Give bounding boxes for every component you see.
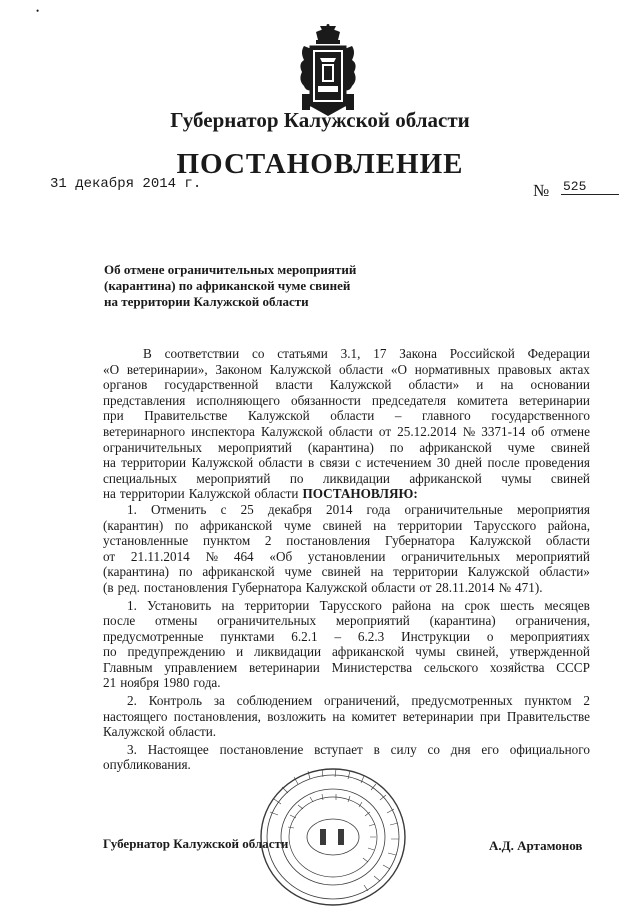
word: 21 [103, 675, 117, 691]
body-line [103, 675, 590, 691]
word: по [389, 439, 404, 455]
word: Калужской [247, 408, 310, 424]
word: Контроль [148, 693, 203, 709]
word: ветеринарии», [126, 361, 208, 377]
word: на [370, 564, 384, 580]
word: 2 [264, 533, 272, 549]
word: свиней [550, 439, 590, 455]
word: от [103, 548, 116, 564]
word: (карантина) [307, 439, 374, 455]
word: чумы [501, 470, 532, 486]
word: после [487, 455, 520, 471]
word: предусмотренных [411, 693, 513, 709]
word: – [334, 628, 342, 644]
body-line [103, 693, 590, 709]
word: его [481, 741, 499, 757]
word: 2014 [326, 501, 353, 517]
body-line [103, 644, 590, 660]
word: ветеринарии [402, 708, 474, 724]
body-line [103, 518, 590, 534]
word: и [236, 644, 244, 660]
word: территории [393, 564, 458, 580]
word: вступает [314, 741, 363, 757]
word: опубликования. [103, 757, 191, 773]
word: с [355, 455, 362, 471]
word: возложить [267, 708, 327, 724]
word: актах [559, 361, 590, 377]
word: Установить [147, 597, 212, 613]
word: «Об [269, 548, 293, 564]
word: Настоящее [147, 741, 209, 757]
word: при [479, 708, 501, 724]
word: статьями [277, 346, 328, 361]
word: и [476, 377, 484, 393]
word: мероприятиях [510, 628, 590, 644]
word: со [427, 741, 440, 757]
document-body [103, 346, 590, 773]
word: управлением [164, 659, 238, 675]
word: ограничительных [401, 548, 501, 564]
signatory-name: А.Д. Артамонов [489, 838, 583, 853]
word: чумы [415, 644, 446, 660]
word: 6.2.3 [357, 628, 385, 644]
word: на [500, 377, 514, 393]
word: территории [397, 517, 463, 533]
word: (карантина) [103, 564, 170, 580]
scan-mark: • [36, 6, 40, 16]
word: Министерства [331, 659, 413, 675]
word: области» [408, 377, 460, 393]
word: исполняющего [196, 392, 281, 408]
word: 3. [127, 741, 137, 757]
word: ред. [117, 579, 140, 595]
body-line [103, 440, 590, 456]
word: Калужской [469, 533, 532, 549]
body-line [103, 393, 590, 409]
word: 25.12.2014 [397, 423, 457, 439]
word: постановления [286, 533, 371, 549]
word: № [205, 548, 219, 564]
word: установленные [103, 533, 189, 549]
word: отмены [155, 613, 198, 629]
word: комитета [457, 392, 509, 408]
word: со [251, 346, 265, 361]
body-line [103, 424, 590, 440]
word: № [498, 579, 512, 595]
word: шесть [500, 597, 535, 613]
title-line: (карантина) по африканской чуме свиней [104, 278, 351, 293]
word: ветеринарии [248, 659, 320, 675]
body-line [103, 362, 590, 378]
word: от [419, 579, 432, 595]
word: чуме [284, 564, 312, 580]
word: Калужской [269, 361, 332, 377]
word: на [221, 597, 235, 613]
word: пунктом [524, 693, 572, 709]
word: предусмотренные [103, 628, 204, 644]
word: мероприятий [196, 470, 271, 486]
word: года [366, 501, 391, 517]
body-line [103, 377, 590, 393]
body-line [103, 564, 590, 580]
word: 2. [127, 693, 137, 709]
word: ограничительных [103, 439, 202, 455]
word: Губернатора [384, 533, 455, 549]
word: 21.11.2014 [130, 548, 190, 564]
word: силу [390, 741, 417, 757]
word: в [373, 741, 380, 757]
word: на [332, 708, 346, 724]
coat-of-arms-icon [296, 24, 360, 118]
word: 17 [373, 346, 387, 361]
body-line [103, 709, 590, 725]
word: власти [275, 377, 313, 393]
word: – [394, 408, 402, 424]
word: установлении [307, 548, 386, 564]
word: предупреждению [127, 644, 226, 660]
word: по [289, 470, 304, 486]
word: при [103, 408, 124, 424]
word: пунктом [202, 533, 251, 549]
word: настоящего [103, 708, 168, 724]
word: обязанности [291, 392, 361, 408]
word: 25 [240, 501, 254, 517]
word: о [486, 628, 494, 644]
word: на [103, 455, 116, 471]
word: пунктами [220, 628, 275, 644]
body-line [103, 455, 590, 471]
word: постановления, [173, 708, 261, 724]
word: области [339, 361, 384, 377]
word: соответствии [164, 346, 240, 361]
word: области [545, 533, 590, 549]
word: области [258, 455, 303, 471]
document-number: 525 [561, 179, 619, 195]
word: 1. [127, 501, 137, 517]
word: в [308, 455, 315, 471]
word: «О [103, 361, 120, 377]
word: председателя [371, 392, 447, 408]
word: срок [464, 597, 490, 613]
word: на [103, 486, 116, 502]
word: 30 [436, 455, 451, 471]
word: постановления [143, 579, 228, 595]
word: Калужской [191, 455, 254, 471]
word: после [103, 613, 136, 629]
word: области» [539, 564, 590, 580]
word: № [462, 423, 476, 439]
word: африканской [409, 470, 482, 486]
word: по [103, 644, 117, 660]
word: Отменить [151, 501, 207, 517]
body-line [103, 502, 590, 518]
word: мероприятий [217, 439, 292, 455]
word: 464 [233, 548, 254, 564]
word: хозяйства [489, 659, 545, 675]
word: по [174, 517, 189, 533]
word: области [328, 423, 373, 439]
word: ограничения, [515, 613, 590, 629]
word: постановление [219, 741, 304, 757]
body-line [103, 724, 590, 740]
word: области [254, 486, 299, 502]
word: ноября [120, 675, 160, 691]
word: ограничительных [217, 613, 317, 629]
word: мероприятия [516, 501, 590, 517]
word: африканской [331, 644, 405, 660]
word: специальных [103, 470, 177, 486]
body-line [103, 742, 590, 758]
word: 1. [127, 597, 137, 613]
word: свиней [321, 564, 361, 580]
word: мероприятий [335, 613, 410, 629]
word: дня [450, 741, 471, 757]
signatory-position: Губернатор Калужской области [103, 836, 289, 851]
word: Калужской [329, 377, 392, 393]
body-line [103, 629, 590, 645]
word: об [531, 423, 545, 439]
word: Инструкции [401, 628, 471, 644]
word: 1980 [163, 675, 190, 691]
word: инспектора [191, 423, 255, 439]
word: Калужской [305, 579, 368, 595]
word: представления [103, 392, 186, 408]
word: (в [103, 579, 114, 595]
word: Калужской [188, 486, 251, 502]
word: африканской [419, 439, 492, 455]
word: области. [168, 724, 217, 740]
word: Правительстве [506, 708, 590, 724]
word: месяцев [544, 597, 590, 613]
word: Калужской [260, 423, 323, 439]
body-line [103, 598, 590, 614]
word: сельского [423, 659, 479, 675]
word: района [392, 597, 432, 613]
title-line: на территории Калужской области [104, 294, 309, 309]
decree-keyword: ПОСТАНОВЛЯЮ: [302, 486, 418, 502]
word: Калужской [103, 724, 165, 740]
official-seal-icon [258, 767, 408, 907]
word: чуме [507, 439, 535, 455]
body-line [103, 486, 590, 502]
word: свиней, [456, 644, 499, 660]
word: 2 [583, 693, 590, 709]
body-line [103, 408, 590, 424]
word: ветеринарного [103, 423, 186, 439]
word: Главным [103, 659, 153, 675]
word: с [220, 501, 227, 517]
body-line [103, 549, 590, 565]
issuing-authority: Губернатор Калужской области [170, 108, 470, 132]
word: по [178, 564, 193, 580]
word: 28.11.2014 [435, 579, 495, 595]
word: Федерации [527, 346, 590, 361]
word: Правительстве [144, 408, 228, 424]
title-line: Об отмене ограничительных мероприятий [104, 262, 357, 277]
word: официального [509, 741, 590, 757]
word: нормативных [414, 361, 491, 377]
word: свиней [322, 517, 362, 533]
body-line [103, 533, 590, 549]
word: области [371, 579, 416, 595]
document-date: 31 декабря 2014 г. [50, 176, 202, 192]
word: Закона [399, 346, 437, 361]
word: декабря [267, 501, 312, 517]
word: чуме [283, 517, 312, 533]
word: Российской [449, 346, 515, 361]
word: отмене [550, 423, 590, 439]
word: комитет [351, 708, 397, 724]
word: главного [422, 408, 471, 424]
word: свиней [550, 470, 590, 486]
word: государственной [164, 377, 259, 393]
word: Калужской [467, 564, 530, 580]
word: Тарусского [473, 517, 537, 533]
word: на [373, 517, 387, 533]
word: 471). [515, 579, 543, 595]
word: Тарусского [319, 597, 382, 613]
document-title [104, 262, 404, 310]
word: основании [530, 377, 590, 393]
word: ветеринарии [519, 392, 590, 408]
body-line [103, 471, 590, 487]
word: органов [103, 377, 148, 393]
word: проведения [525, 455, 590, 471]
word: (карантин) [103, 517, 164, 533]
word: территории [244, 597, 310, 613]
word: дней [455, 455, 483, 471]
body-line [103, 580, 590, 596]
word: 3371-14 [481, 423, 526, 439]
word: года. [193, 675, 221, 691]
word: Губернатора [231, 579, 302, 595]
word: территории [119, 486, 185, 502]
word: африканской [202, 564, 275, 580]
word: связи [319, 455, 350, 471]
word: области [330, 408, 375, 424]
word: на [441, 597, 455, 613]
word: правовых [497, 361, 552, 377]
word: СССР [556, 659, 590, 675]
word: ограничительные [404, 501, 503, 517]
word: за [213, 693, 225, 709]
word: государственного [491, 408, 590, 424]
word: (карантина) [429, 613, 496, 629]
word: мероприятий [515, 548, 590, 564]
number-sign: № [533, 181, 550, 200]
word: «О [390, 361, 407, 377]
body-line [103, 346, 590, 362]
document-type: ПОСТАНОВЛЕНИЕ [176, 148, 464, 180]
word: утвержденной [509, 644, 590, 660]
word: ликвидации [254, 644, 322, 660]
word: соблюдением [236, 693, 313, 709]
word: от [378, 423, 392, 439]
word: истечением [366, 455, 432, 471]
body-line [103, 613, 590, 629]
word: ограничений, [324, 693, 400, 709]
word: района, [547, 517, 590, 533]
body-line [103, 660, 590, 676]
word: 3.1, [340, 346, 361, 361]
word: территории [121, 455, 187, 471]
word: В [143, 346, 152, 361]
word: 6.2.1 [291, 628, 318, 644]
word: ликвидации [322, 470, 390, 486]
word: Законом [215, 361, 262, 377]
word: африканской [199, 517, 273, 533]
